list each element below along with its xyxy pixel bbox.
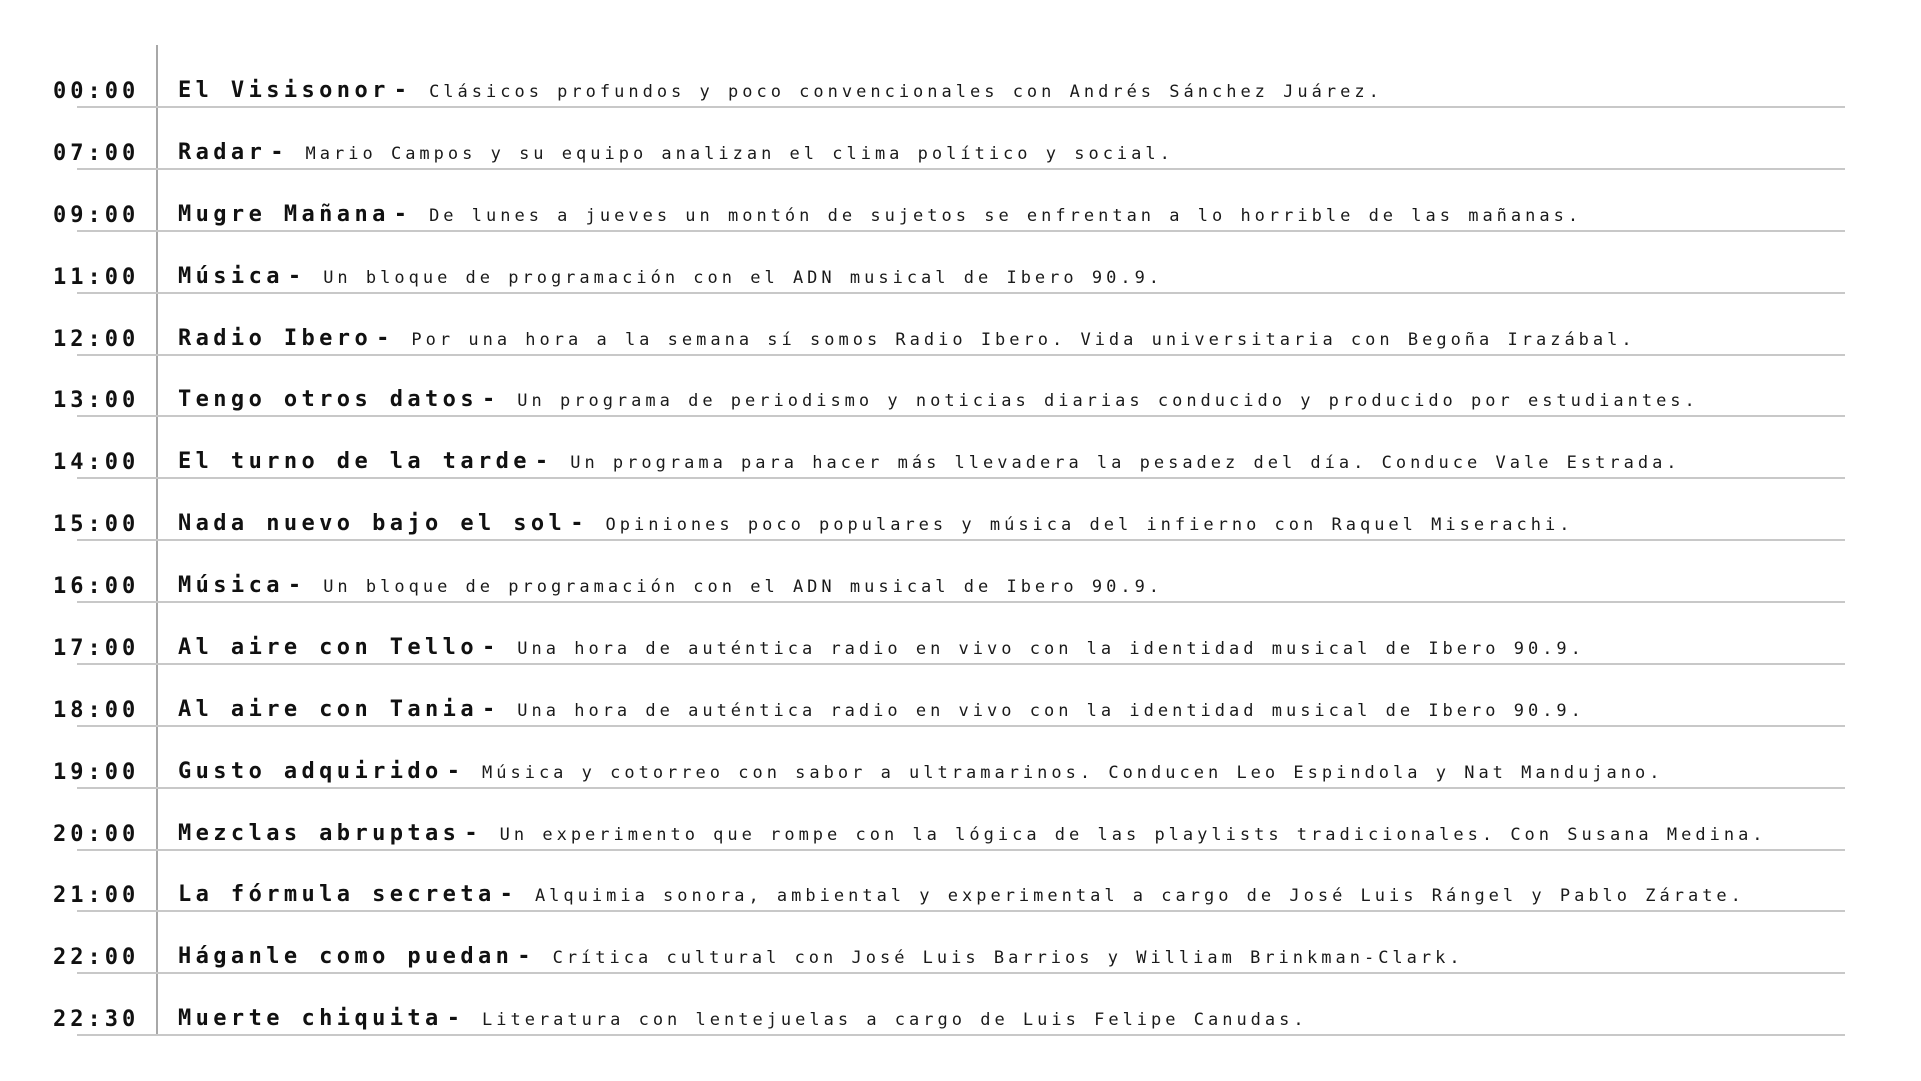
row-time: 13:00 (53, 388, 140, 413)
row-time: 15:00 (53, 512, 140, 537)
program-title: Muerte chiquita (178, 1006, 443, 1031)
program-description: Por una hora a la semana sí somos Radio Ibero. Vida universitaria con Begoña Irazábal. (411, 330, 1636, 350)
program-title: Mezclas abruptas (178, 821, 461, 846)
row-content (178, 328, 1636, 350)
program-description: Crítica cultural con José Luis Barrios y William Brinkman-Clark. (552, 948, 1464, 968)
row-content (178, 884, 1745, 906)
program-description: Un bloque de programación con el ADN musical de Ibero 90.9. (323, 268, 1164, 288)
row-time: 14:00 (53, 450, 140, 475)
program-description: Un programa de periodismo y noticias diarias conducido y producido por estudiantes. (517, 391, 1699, 411)
title-separator: - (376, 326, 394, 351)
row-time: 17:00 (53, 636, 140, 661)
title-separator: - (517, 944, 535, 969)
schedule-row (0, 479, 1921, 541)
schedule-row (0, 170, 1921, 232)
row-content (178, 451, 1681, 473)
title-separator: - (481, 387, 500, 412)
title-separator: - (481, 697, 500, 722)
program-description: Una hora de auténtica radio en vivo con la identidad musical de Ibero 90.9. (517, 701, 1585, 721)
row-content (178, 266, 1163, 288)
row-content (178, 142, 1174, 164)
program-description: De lunes a jueves un montón de sujetos se enfrentan a lo horrible de las mañanas. (429, 206, 1583, 226)
schedule-row (0, 850, 1921, 912)
program-description: Opiniones poco populares y música del infierno con Raquel Miserachi. (605, 515, 1574, 535)
row-content (178, 1008, 1308, 1030)
program-title: Al aire con Tello (178, 635, 478, 660)
row-content (178, 575, 1163, 597)
program-title: Radar (178, 140, 267, 165)
title-separator: - (393, 202, 412, 227)
row-content (178, 80, 1383, 102)
schedule-row (0, 665, 1921, 727)
schedule-row (0, 108, 1921, 170)
schedule-row (0, 46, 1921, 108)
row-content (178, 204, 1582, 226)
row-divider (77, 1034, 1845, 1036)
schedule-row (0, 974, 1921, 1036)
title-separator: - (481, 635, 500, 660)
row-content (178, 513, 1574, 535)
row-time: 12:00 (53, 327, 140, 352)
program-description: Una hora de auténtica radio en vivo con la identidad musical de Ibero 90.9. (517, 639, 1585, 659)
program-title: Tengo otros datos (178, 387, 478, 412)
program-description: Alquimia sonora, ambiental y experimental a cargo de José Luis Rángel y Pablo Zárate. (534, 886, 1745, 906)
title-separator: - (464, 821, 482, 846)
program-title: Radio Ibero (178, 326, 373, 351)
program-title: Gusto adquirido (178, 759, 443, 784)
row-content (178, 389, 1699, 411)
program-description: Música y cotorreo con sabor a ultramarinos. Conducen Leo Espindola y Nat Mandujano. (482, 763, 1664, 783)
program-title: Música (178, 573, 284, 598)
program-title: El Visisonor (178, 78, 390, 103)
title-separator: - (270, 140, 288, 165)
program-description: Clásicos profundos y poco convencionales con Andrés Sánchez Juárez. (429, 82, 1383, 102)
row-content (178, 699, 1585, 721)
title-separator: - (287, 573, 306, 598)
row-content (178, 637, 1585, 659)
title-separator: - (570, 511, 588, 536)
row-time: 19:00 (53, 760, 140, 785)
row-time: 20:00 (53, 822, 140, 847)
program-title: La fórmula secreta (178, 882, 496, 907)
row-time: 00:00 (53, 79, 140, 104)
schedule-row (0, 294, 1921, 356)
schedule-row (0, 417, 1921, 479)
program-title: Mugre Mañana (178, 202, 390, 227)
row-time: 18:00 (53, 698, 140, 723)
schedule-row (0, 727, 1921, 789)
program-description: Un bloque de programación con el ADN musical de Ibero 90.9. (323, 577, 1164, 597)
title-separator: - (393, 78, 412, 103)
program-title: Nada nuevo bajo el sol (178, 511, 567, 536)
row-time: 21:00 (53, 883, 140, 908)
schedule-row (0, 603, 1921, 665)
title-separator: - (499, 882, 518, 907)
schedule-row (0, 541, 1921, 603)
row-time: 07:00 (53, 141, 140, 166)
title-separator: - (446, 759, 465, 784)
schedule-row (0, 789, 1921, 851)
program-title: Al aire con Tania (178, 697, 478, 722)
program-title: Música (178, 264, 284, 289)
row-time: 22:30 (53, 1007, 140, 1032)
title-separator: - (446, 1006, 465, 1031)
row-content (178, 823, 1767, 845)
program-description: Mario Campos y su equipo analizan el clima político y social. (305, 144, 1174, 164)
program-description: Un programa para hacer más llevadera la pesadez del día. Conduce Vale Estrada. (570, 453, 1681, 473)
program-description: Un experimento que rompe con la lógica de las playlists tradicionales. Con Susana Medina. (499, 825, 1767, 845)
title-separator: - (534, 449, 553, 474)
schedule-row (0, 355, 1921, 417)
row-time: 16:00 (53, 574, 140, 599)
program-title: El turno de la tarde (178, 449, 531, 474)
schedule-row (0, 912, 1921, 974)
row-content (178, 946, 1464, 968)
program-title: Háganle como puedan (178, 944, 514, 969)
row-time: 09:00 (53, 203, 140, 228)
program-description: Literatura con lentejuelas a cargo de Luis Felipe Canudas. (482, 1010, 1308, 1030)
row-time: 22:00 (53, 945, 140, 970)
title-separator: - (287, 264, 306, 289)
row-content (178, 761, 1664, 783)
row-time: 11:00 (53, 265, 140, 290)
schedule-row (0, 232, 1921, 294)
